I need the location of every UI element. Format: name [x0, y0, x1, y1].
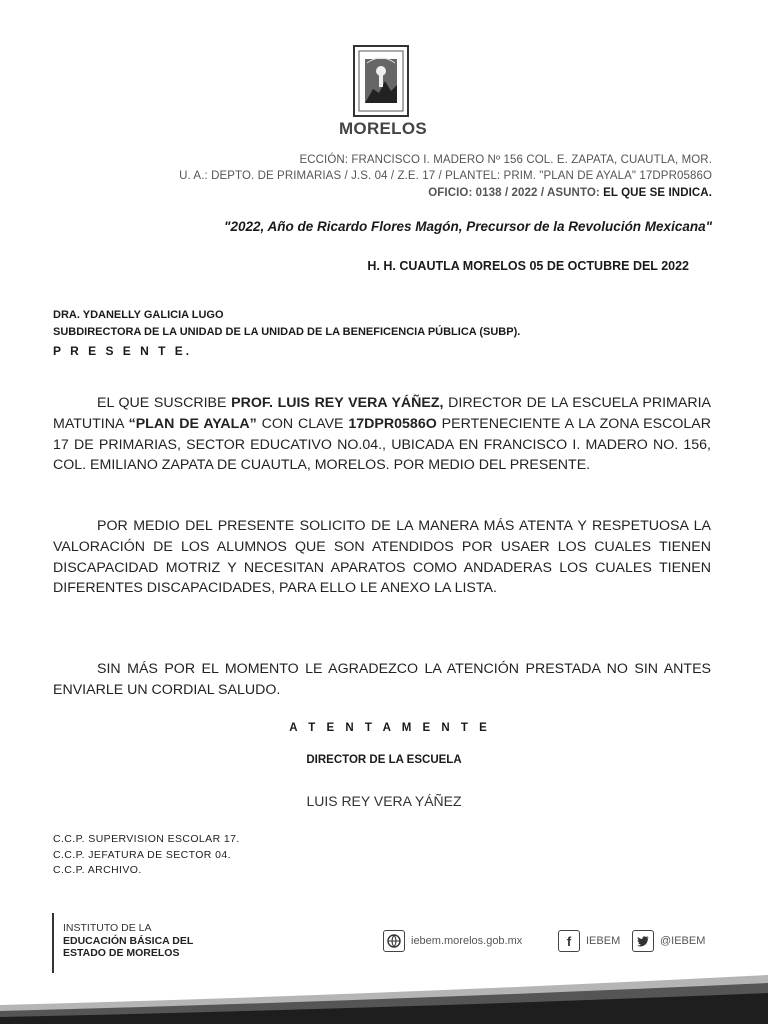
ccp-line: C.C.P. JEFATURA DE SECTOR 04.: [53, 849, 231, 861]
brand-name: MORELOS: [338, 119, 428, 138]
letter-date: H. H. CUAUTLA MORELOS 05 DE OCTUBRE DEL 2022: [367, 259, 689, 273]
p1-text-a: EL QUE SUSCRIBE: [97, 395, 232, 411]
body-paragraph-2: POR MEDIO DEL PRESENTE SOLICITO DE LA MANERA MÁS ATENTA Y RESPETUOSA LA VALORACIÓN DE LOS ALUMNOS QUE SON ATENDIDOS POR USAER LOS CUALES TIENEN DISCAPACIDAD MOTRIZ Y NECESITAN APARATOS COMO ANDADERAS LOS CUALES TIENEN DIFERENTES DISCAPACIDADES, PARA ELLO LE ANEXO LA LISTA.: [53, 518, 711, 597]
asunto-value: EL QUE SE INDICA.: [603, 187, 712, 199]
header-address-line: ECCIÓN: FRANCISCO I. MADERO Nº 156 COL. E. ZAPATA, CUAUTLA, MOR.: [299, 154, 712, 166]
globe-icon: [383, 930, 405, 952]
director-name-bold: PROF. LUIS REY VERA YÁÑEZ,: [231, 395, 444, 411]
facebook-icon: f: [558, 930, 580, 952]
oficio-label: OFICIO: 0138 / 2022 / ASUNTO:: [428, 187, 600, 199]
footer-decorative-band: [0, 975, 768, 1024]
facebook-link[interactable]: [558, 929, 620, 953]
signer-name: LUIS REY VERA YÁÑEZ: [306, 793, 462, 809]
addressee-name: DRA. YDANELLY GALICIA LUGO: [53, 309, 224, 321]
body-paragraph-1: [53, 393, 711, 476]
institute-line-1: INSTITUTO DE LA: [63, 922, 152, 934]
website-link[interactable]: [383, 929, 522, 953]
p1-text-c: DIRECTOR DE LA ESCUELA PRIMARIA MATUTINA: [53, 395, 711, 432]
school-key-bold: 17DPR0586O: [348, 415, 437, 432]
closing-atentamente: A T E N T A M E N T E: [289, 722, 491, 734]
institute-name: [63, 922, 193, 960]
website-text: iebem.morelos.gob.mx: [411, 935, 523, 947]
body-paragraph-3: SIN MÁS POR EL MOMENTO LE AGRADEZCO LA ATENCIÓN PRESTADA NO SIN ANTES ENVIARLE UN CORDIAL SALUDO.: [53, 661, 711, 698]
year-motto: "2022, Año de Ricardo Flores Magón, Precursor de la Revolución Mexicana": [224, 219, 712, 234]
twitter-text: @IEBEM: [660, 935, 706, 947]
ccp-line: C.C.P. ARCHIVO.: [53, 864, 142, 876]
twitter-link[interactable]: [632, 929, 705, 953]
institute-line-2: EDUCACIÓN BÁSICA DEL: [63, 934, 194, 947]
institute-line-3: ESTADO DE MORELOS: [63, 947, 180, 959]
ccp-line: C.C.P. SUPERVISION ESCOLAR 17.: [53, 833, 240, 845]
p1-text-e: CON CLAVE: [256, 415, 349, 432]
twitter-icon: [632, 930, 654, 952]
addressee-title: SUBDIRECTORA DE LA UNIDAD DE LA UNIDAD DE LA BENEFICENCIA PÚBLICA (SUBP).: [53, 326, 521, 338]
presente-label: P R E S E N T E.: [53, 344, 193, 358]
p1-text-g: PERTENECIENTE A LA ZONA ESCOLAR 17 DE PRIMARIAS, SECTOR EDUCATIVO NO.04., UBICADA EN FRANCISCO I. MADERO NO. 156, COL. EMILIANO ZAPATA DE CUAUTLA, MORELOS. POR MEDIO DEL PRESENTE.: [53, 415, 711, 474]
signer-role: DIRECTOR DE LA ESCUELA: [306, 754, 462, 766]
facebook-text: IEBEM: [586, 935, 621, 947]
header-oficio-line: [428, 187, 712, 199]
school-name-bold: “PLAN DE AYALA”: [128, 415, 257, 432]
state-seal-logo: [353, 45, 409, 117]
header-unit-line: U. A.: DEPTO. DE PRIMARIAS / J.S. 04 / Z.E. 17 / PLANTEL: PRIM. "PLAN DE AYALA" 17DPR0586O: [179, 170, 712, 182]
footer-divider: [52, 913, 54, 973]
